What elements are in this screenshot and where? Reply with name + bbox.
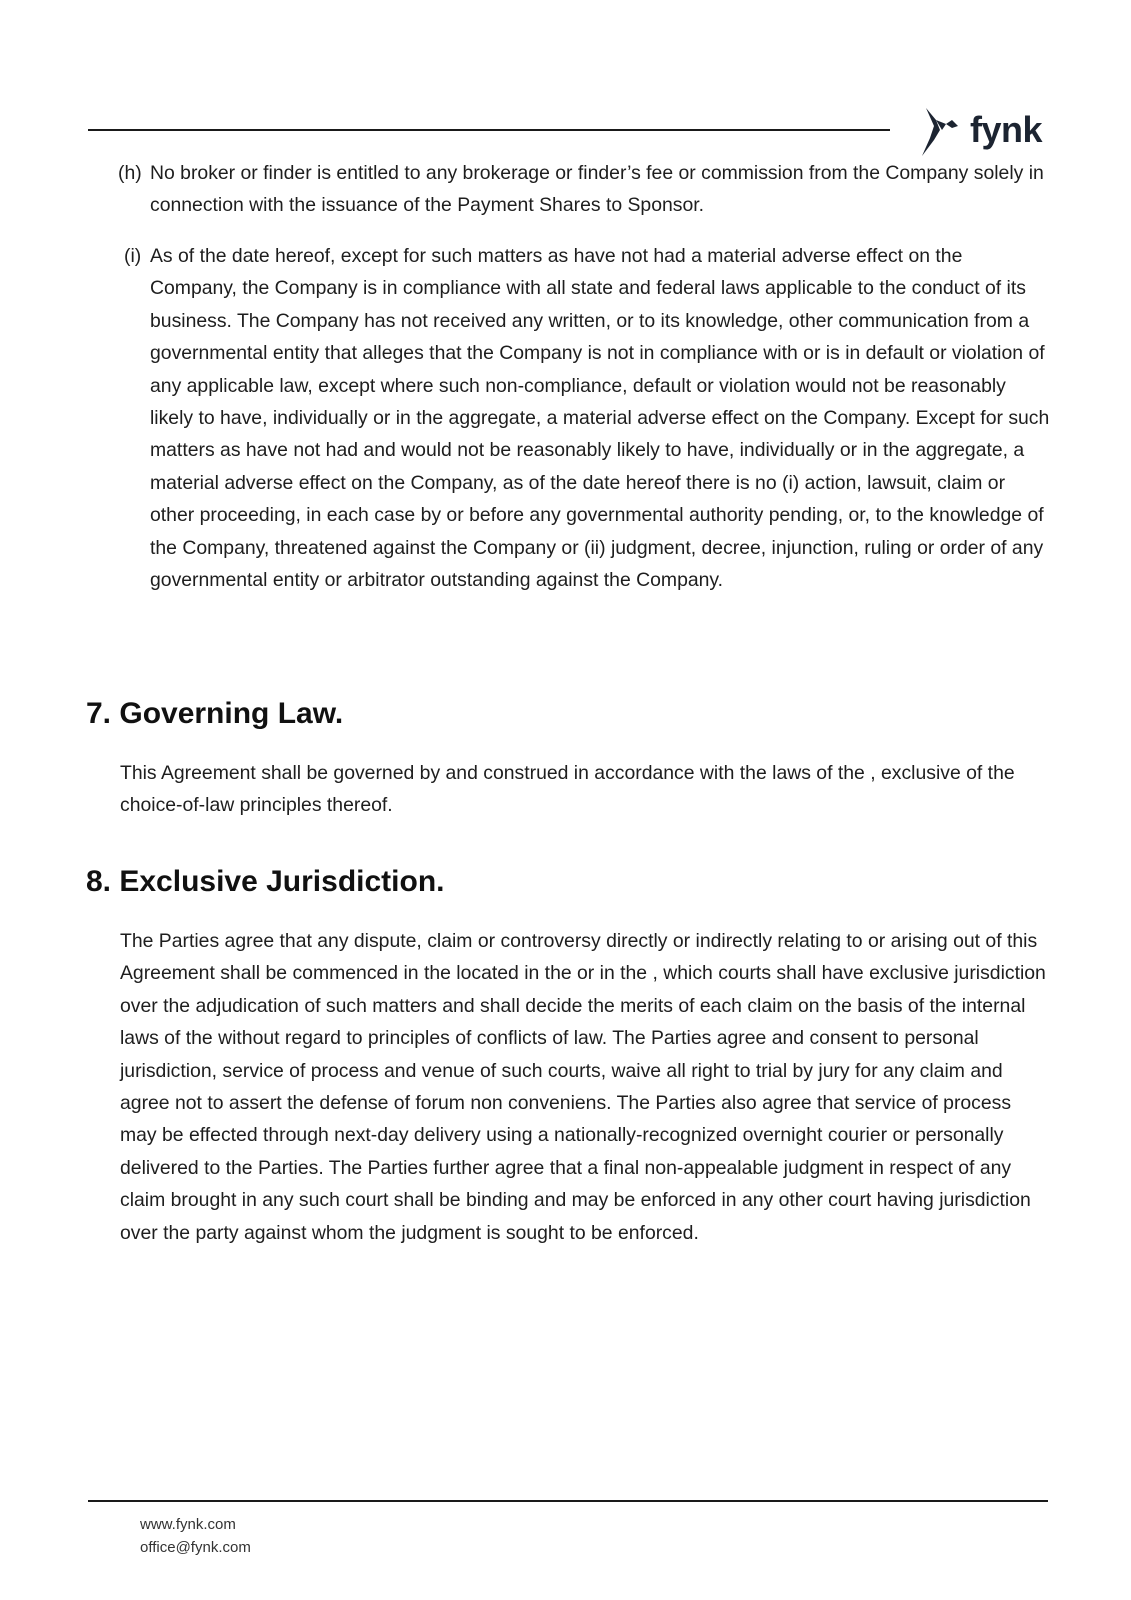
clause-h: No broker or finder is entitled to any brokerage or finder’s fee or commission from the Company solely in connection with the issuance of the Payment Shares to Sponsor. bbox=[150, 162, 1044, 217]
footer-email: office@fynk.com bbox=[140, 1539, 251, 1556]
clause-i: As of the date hereof, except for such matters as have not had a material adverse effect on the Company, the Company is in compliance with all state and federal laws applicable to the conduct of its business. The Company has not received any written, or to its knowledge, other communication from a governmental entity that alleges that the Company is not in compliance with or is in default or violation of any applicable law, except where such non-compliance, default or violation would not be reasonably likely to have, individually or in the aggregate, a material adverse effect on the Company. Except for such matters as have not had and would not be reasonably likely to have, individually or in the aggregate, a material adverse effect on the Company, as of the date hereof there is no (i) action, lawsuit, claim or other proceeding, in each case by or before any governmental authority pending, or, to the knowledge of the Company, threatened against the Company or (ii) judgment, decree, injunction, ruling or order of any governmental entity or arbitrator outstanding against the Company. bbox=[150, 245, 1050, 592]
item-marker-h: (h) bbox=[118, 162, 142, 184]
footer-website: www.fynk.com bbox=[140, 1516, 236, 1533]
footer-divider bbox=[88, 1500, 1048, 1502]
item-marker-i: (i) bbox=[124, 245, 142, 267]
section-heading-exclusive-jurisdiction: 8. Exclusive Jurisdiction. bbox=[86, 865, 445, 898]
header-divider bbox=[88, 129, 890, 131]
fynk-logo bbox=[918, 104, 1042, 160]
logo-text: fynk bbox=[970, 109, 1043, 150]
section-heading-governing-law: 7. Governing Law. bbox=[86, 697, 344, 730]
section-body-governing-law: This Agreement shall be governed by and construed in accordance with the laws of the , exclusive of the choice-of-law principles thereof. bbox=[120, 762, 1015, 817]
fynk-bird-icon bbox=[918, 106, 962, 158]
section-body-exclusive-jurisdiction: The Parties agree that any dispute, claim or controversy directly or indirectly relating to or arising out of this Agreement shall be commenced in the located in the or in the , which courts shall have exclusive jurisdiction over the adjudication of such matters and shall decide the merits of each claim on the basis of the internal laws of the without regard to principles of conflicts of law. The Parties agree and consent to personal jurisdiction, service of process and venue of such courts, waive all right to trial by jury for any claim and agree not to assert the defense of forum non conveniens. The Parties also agree that service of process may be effected through next-day delivery using a nationally-recognized overnight courier or personally delivered to the Parties. The Parties further agree that a final non-appealable judgment in respect of any claim brought in any such court shall be binding and may be enforced in any other court having jurisdiction over the party against whom the judgment is sought to be enforced. bbox=[120, 930, 1046, 1244]
